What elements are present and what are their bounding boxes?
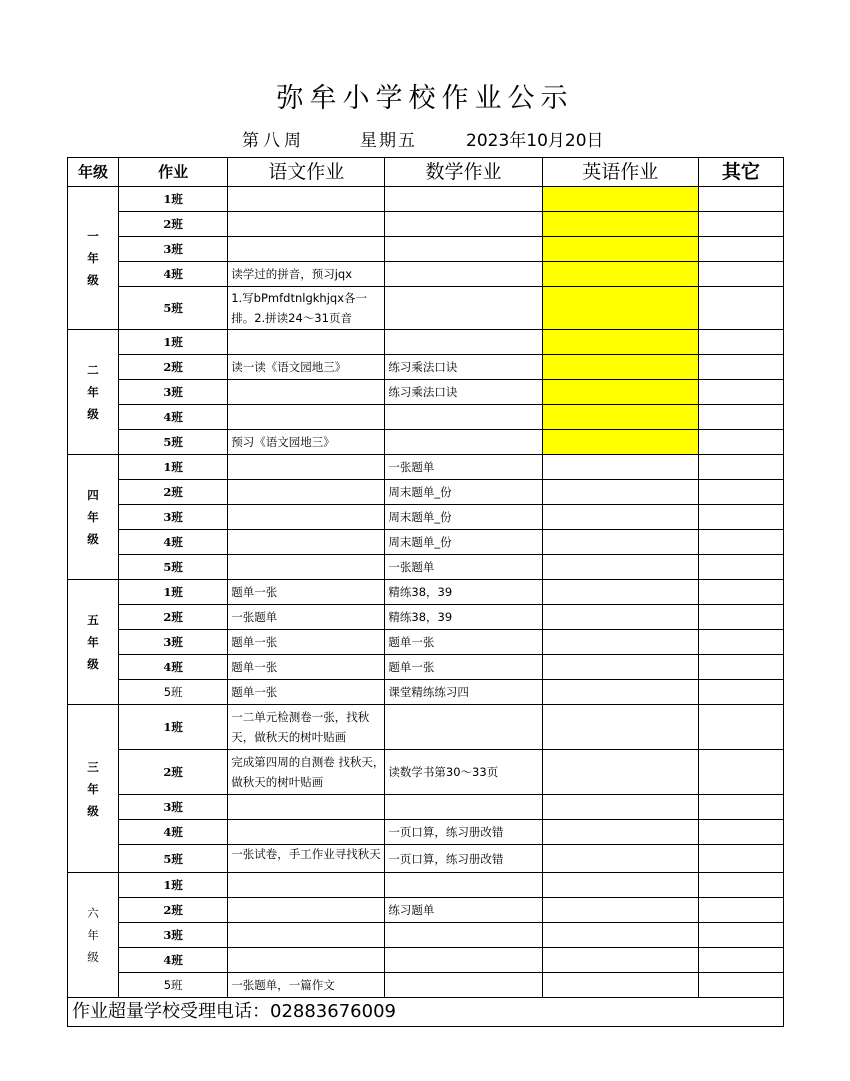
math-homework-cell: 精练38，39 <box>385 580 542 605</box>
chinese-homework-cell <box>228 898 385 923</box>
table-row <box>68 580 784 605</box>
math-homework-cell: 题单一张 <box>385 630 542 655</box>
grade-label <box>68 873 119 998</box>
complaint-hotline: 作业超量学校受理电话：02883676009 <box>68 998 784 1027</box>
math-homework-cell <box>385 973 542 998</box>
table-row <box>68 287 784 330</box>
footer-row <box>68 998 784 1027</box>
other-homework-cell <box>698 898 783 923</box>
header-other: 其它 <box>698 158 783 187</box>
class-label: 4班 <box>119 262 228 287</box>
english-homework-cell <box>542 262 698 287</box>
chinese-homework-cell: 一张题单 <box>228 605 385 630</box>
other-homework-cell <box>698 237 783 262</box>
english-homework-cell <box>542 655 698 680</box>
other-homework-cell <box>698 380 783 405</box>
grade-char: 五 <box>87 613 99 627</box>
other-homework-cell <box>698 795 783 820</box>
grade-label <box>68 705 119 873</box>
other-homework-cell <box>698 680 783 705</box>
class-label: 1班 <box>119 455 228 480</box>
class-label: 3班 <box>119 795 228 820</box>
chinese-homework-cell <box>228 873 385 898</box>
table-row <box>68 898 784 923</box>
chinese-homework-cell <box>228 530 385 555</box>
english-homework-cell <box>542 680 698 705</box>
class-label: 5班 <box>119 555 228 580</box>
english-homework-cell <box>542 630 698 655</box>
table-row <box>68 505 784 530</box>
class-label: 5班 <box>119 973 228 998</box>
table-row <box>68 355 784 380</box>
table-row <box>68 630 784 655</box>
english-homework-cell <box>542 237 698 262</box>
chinese-homework-cell <box>228 455 385 480</box>
chinese-homework-cell: 题单一张 <box>228 630 385 655</box>
math-homework-cell: 周末题单_份 <box>385 505 542 530</box>
table-row <box>68 680 784 705</box>
table-row <box>68 973 784 998</box>
table-row <box>68 605 784 630</box>
other-homework-cell <box>698 580 783 605</box>
table-row <box>68 212 784 237</box>
other-homework-cell <box>698 845 783 873</box>
chinese-homework-cell <box>228 380 385 405</box>
class-label: 4班 <box>119 820 228 845</box>
class-label: 2班 <box>119 898 228 923</box>
table-row <box>68 845 784 873</box>
class-label: 1班 <box>119 705 228 750</box>
other-homework-cell <box>698 355 783 380</box>
table-row <box>68 405 784 430</box>
other-homework-cell <box>698 750 783 795</box>
other-homework-cell <box>698 530 783 555</box>
chinese-homework-cell: 一张试卷，手工作业寻找秋天 <box>228 845 385 873</box>
day-label: 星期五 <box>360 131 417 151</box>
chinese-homework-cell <box>228 405 385 430</box>
english-homework-cell <box>542 330 698 355</box>
math-homework-cell: 课堂精练练习四 <box>385 680 542 705</box>
math-homework-cell: 练习乘法口诀 <box>385 380 542 405</box>
grade-char: 年 <box>87 385 99 399</box>
table-row <box>68 873 784 898</box>
english-homework-cell <box>542 605 698 630</box>
other-homework-cell <box>698 705 783 750</box>
class-label: 2班 <box>119 480 228 505</box>
grade-char: 年 <box>87 928 99 942</box>
class-label: 2班 <box>119 355 228 380</box>
math-homework-cell: 一页口算，练习册改错 <box>385 820 542 845</box>
chinese-homework-cell <box>228 555 385 580</box>
english-homework-cell <box>542 973 698 998</box>
class-label: 5班 <box>119 680 228 705</box>
page-title: 弥牟小学校作业公示 <box>276 83 574 114</box>
table-row <box>68 187 784 212</box>
math-homework-cell <box>385 212 542 237</box>
chinese-homework-cell: 完成第四周的自测卷 找秋天，做秋天的树叶贴画 <box>228 750 385 795</box>
other-homework-cell <box>698 948 783 973</box>
other-homework-cell <box>698 923 783 948</box>
class-label: 3班 <box>119 505 228 530</box>
header-row <box>68 158 784 187</box>
table-row <box>68 795 784 820</box>
chinese-homework-cell: 题单一张 <box>228 655 385 680</box>
class-label: 4班 <box>119 655 228 680</box>
english-homework-cell <box>542 795 698 820</box>
class-label: 1班 <box>119 330 228 355</box>
math-homework-cell: 精练38，39 <box>385 605 542 630</box>
other-homework-cell <box>698 820 783 845</box>
chinese-homework-cell <box>228 923 385 948</box>
table-row <box>68 330 784 355</box>
other-homework-cell <box>698 187 783 212</box>
grade-char: 年 <box>87 510 99 524</box>
english-homework-cell <box>542 948 698 973</box>
grade-char: 级 <box>87 803 99 818</box>
other-homework-cell <box>698 455 783 480</box>
chinese-homework-cell: 预习《语文园地三》 <box>228 430 385 455</box>
english-homework-cell <box>542 430 698 455</box>
other-homework-cell <box>698 262 783 287</box>
header-chinese: 语文作业 <box>228 158 385 187</box>
class-label: 4班 <box>119 948 228 973</box>
chinese-homework-cell: 题单一张 <box>228 680 385 705</box>
english-homework-cell <box>542 555 698 580</box>
other-homework-cell <box>698 605 783 630</box>
grade-char: 级 <box>87 273 99 287</box>
chinese-homework-cell <box>228 187 385 212</box>
class-label: 1班 <box>119 873 228 898</box>
chinese-homework-cell <box>228 505 385 530</box>
class-label: 3班 <box>119 923 228 948</box>
chinese-homework-cell <box>228 330 385 355</box>
class-label: 5班 <box>119 845 228 873</box>
grade-label <box>68 580 119 705</box>
class-label: 4班 <box>119 530 228 555</box>
chinese-homework-cell: 读学过的拼音，预习jqx <box>228 262 385 287</box>
table-row <box>68 948 784 973</box>
grade-char: 级 <box>87 532 99 546</box>
math-homework-cell <box>385 237 542 262</box>
math-homework-cell <box>385 705 542 750</box>
english-homework-cell <box>542 355 698 380</box>
grade-char: 级 <box>87 657 99 671</box>
chinese-homework-cell <box>228 795 385 820</box>
grade-char: 年 <box>87 781 99 796</box>
grade-label <box>68 330 119 455</box>
english-homework-cell <box>542 820 698 845</box>
math-homework-cell: 一页口算，练习册改错 <box>385 845 542 873</box>
class-label: 2班 <box>119 212 228 237</box>
english-homework-cell <box>542 287 698 330</box>
english-homework-cell <box>542 898 698 923</box>
english-homework-cell <box>542 480 698 505</box>
other-homework-cell <box>698 330 783 355</box>
chinese-homework-cell <box>228 237 385 262</box>
english-homework-cell <box>542 530 698 555</box>
homework-table <box>67 157 784 1027</box>
grade-char: 三 <box>87 759 99 774</box>
class-label: 4班 <box>119 405 228 430</box>
header-english: 英语作业 <box>542 158 698 187</box>
table-row <box>68 380 784 405</box>
math-homework-cell <box>385 187 542 212</box>
math-homework-cell <box>385 923 542 948</box>
header-grade: 年级 <box>68 158 119 187</box>
other-homework-cell <box>698 873 783 898</box>
header-math: 数学作业 <box>385 158 542 187</box>
english-homework-cell <box>542 873 698 898</box>
english-homework-cell <box>542 455 698 480</box>
grade-char: 二 <box>87 363 99 377</box>
math-homework-cell <box>385 795 542 820</box>
math-homework-cell <box>385 262 542 287</box>
class-label: 5班 <box>119 287 228 330</box>
chinese-homework-cell <box>228 212 385 237</box>
date-label: 2023年10月20日 <box>466 131 604 151</box>
other-homework-cell <box>698 430 783 455</box>
english-homework-cell <box>542 187 698 212</box>
table-row <box>68 430 784 455</box>
english-homework-cell <box>542 405 698 430</box>
grade-char: 级 <box>87 407 99 421</box>
table-row <box>68 923 784 948</box>
english-homework-cell <box>542 212 698 237</box>
header-homework: 作业 <box>119 158 228 187</box>
math-homework-cell: 读数学书第30～33页 <box>385 750 542 795</box>
other-homework-cell <box>698 555 783 580</box>
table-row <box>68 455 784 480</box>
class-label: 3班 <box>119 380 228 405</box>
class-label: 3班 <box>119 237 228 262</box>
table-row <box>68 555 784 580</box>
math-homework-cell <box>385 948 542 973</box>
english-homework-cell <box>542 380 698 405</box>
table-row <box>68 480 784 505</box>
chinese-homework-cell <box>228 820 385 845</box>
math-homework-cell: 练习乘法口诀 <box>385 355 542 380</box>
other-homework-cell <box>698 630 783 655</box>
other-homework-cell <box>698 505 783 530</box>
other-homework-cell <box>698 212 783 237</box>
english-homework-cell <box>542 845 698 873</box>
class-label: 1班 <box>119 580 228 605</box>
grade-char: 六 <box>87 906 99 920</box>
grade-char: 四 <box>87 488 99 502</box>
chinese-homework-cell: 读一读《语文园地三》 <box>228 355 385 380</box>
table-row <box>68 705 784 750</box>
table-row <box>68 262 784 287</box>
math-homework-cell <box>385 873 542 898</box>
grade-label <box>68 187 119 330</box>
math-homework-cell <box>385 330 542 355</box>
english-homework-cell <box>542 923 698 948</box>
math-homework-cell: 周末题单_份 <box>385 480 542 505</box>
chinese-homework-cell: 题单一张 <box>228 580 385 605</box>
chinese-homework-cell <box>228 480 385 505</box>
math-homework-cell <box>385 405 542 430</box>
table-row <box>68 820 784 845</box>
other-homework-cell <box>698 405 783 430</box>
math-homework-cell: 一张题单 <box>385 455 542 480</box>
english-homework-cell <box>542 580 698 605</box>
math-homework-cell: 周末题单_份 <box>385 530 542 555</box>
math-homework-cell: 题单一张 <box>385 655 542 680</box>
table-row <box>68 530 784 555</box>
math-homework-cell: 一张题单 <box>385 555 542 580</box>
chinese-homework-cell: 一二单元检测卷一张，找秋天，做秋天的树叶贴画 <box>228 705 385 750</box>
grade-label <box>68 455 119 580</box>
math-homework-cell <box>385 430 542 455</box>
chinese-homework-cell: 1.写bPmfdtnlgkhjqx各一排。2.拼读24～31页音 <box>228 287 385 330</box>
math-homework-cell: 练习题单 <box>385 898 542 923</box>
english-homework-cell <box>542 505 698 530</box>
grade-char: 一 <box>87 229 99 243</box>
english-homework-cell <box>542 705 698 750</box>
english-homework-cell <box>542 750 698 795</box>
table-row <box>68 655 784 680</box>
chinese-homework-cell: 一张题单，一篇作文 <box>228 973 385 998</box>
other-homework-cell <box>698 973 783 998</box>
class-label: 2班 <box>119 605 228 630</box>
class-label: 5班 <box>119 430 228 455</box>
other-homework-cell <box>698 655 783 680</box>
table-row <box>68 750 784 795</box>
class-label: 1班 <box>119 187 228 212</box>
class-label: 3班 <box>119 630 228 655</box>
other-homework-cell <box>698 287 783 330</box>
week-label: 第八周 <box>242 131 305 151</box>
table-row <box>68 237 784 262</box>
math-homework-cell <box>385 287 542 330</box>
other-homework-cell <box>698 480 783 505</box>
grade-char: 级 <box>87 950 99 964</box>
grade-char: 年 <box>87 635 99 649</box>
class-label: 2班 <box>119 750 228 795</box>
chinese-homework-cell <box>228 948 385 973</box>
grade-char: 年 <box>87 251 99 265</box>
